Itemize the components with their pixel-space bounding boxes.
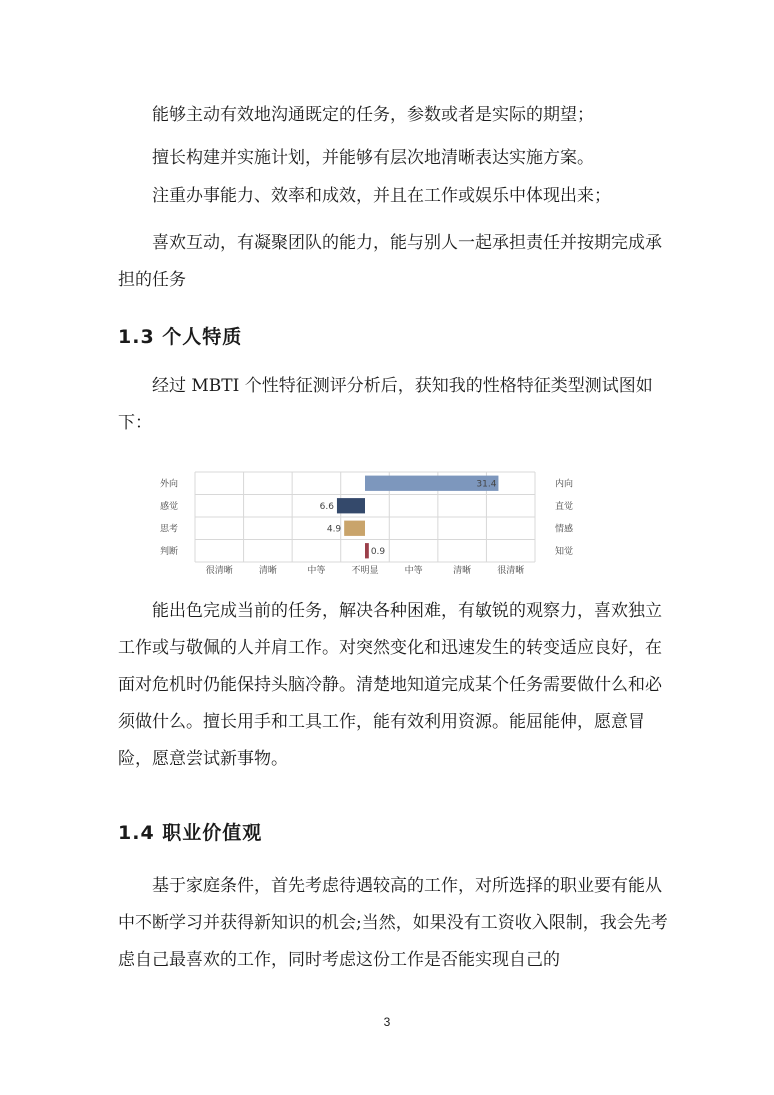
traits-description: 能出色完成当前的任务，解决各种困难，有敏锐的观察力，喜欢独立工作或与敬佩的人并肩工作。对突然变化和迅速发生的转变适应良好，在面对危机时仍能保持头脑冷静。清楚地知道完成某个任务需要做什么和必须做什么。擅长用手和工具工作，能有效利用资源。能屈能伸，愿意冒险，愿意尝试新事物。 xyxy=(118,601,662,769)
category-right-label: 情感 xyxy=(555,524,574,535)
category-left-label: 思考 xyxy=(159,524,178,535)
career-values-text: 基于家庭条件，首先考虑待遇较高的工作，对所选择的职业要有能从中不断学习并获得新知识的机会;当然，如果没有工资收入限制，我会先考虑自己最喜欢的工作，同时考虑这份工作是否能实现自己的 xyxy=(118,876,668,970)
bar xyxy=(344,521,365,536)
x-tick-label: 清晰 xyxy=(453,566,472,576)
line-4: 喜欢互动，有凝聚团队的能力，能与别人一起承担责任并按期完成承担的任务 xyxy=(118,233,662,290)
section-heading-career-values: 1.4 职业价值观 xyxy=(118,822,263,844)
bar-value-label: 31.4 xyxy=(476,479,497,490)
category-left-label: 外向 xyxy=(159,479,178,490)
page-number: 3 xyxy=(383,1015,391,1029)
bar xyxy=(337,498,365,513)
category-left-label: 感觉 xyxy=(159,501,178,512)
line-2: 擅长构建并实施计划，并能够有层次地清晰表达实施方案。 xyxy=(152,148,594,168)
x-tick-label: 很清晰 xyxy=(205,566,233,576)
category-right-label: 内向 xyxy=(555,479,574,490)
bar-value-label: 6.6 xyxy=(319,501,334,512)
line-3: 注重办事能力、效率和成效，并且在工作或娱乐中体现出来； xyxy=(152,186,611,206)
mbti-chart xyxy=(140,466,600,578)
bar-value-label: 4.9 xyxy=(326,524,342,535)
x-tick-label: 中等 xyxy=(404,566,423,576)
category-right-label: 知觉 xyxy=(555,546,574,557)
line-1: 能够主动有效地沟通既定的任务，参数或者是实际的期望； xyxy=(152,105,594,125)
x-tick-label: 中等 xyxy=(307,566,326,576)
x-tick-label: 很清晰 xyxy=(497,566,525,576)
category-left-label: 判断 xyxy=(159,546,178,557)
x-tick-label: 不明显 xyxy=(351,566,379,576)
section-heading-personal-traits: 1.3 个人特质 xyxy=(118,326,243,348)
category-right-label: 直觉 xyxy=(555,501,574,512)
bar xyxy=(365,543,369,558)
x-tick-label: 清晰 xyxy=(258,566,277,576)
mbti-intro: 经过 MBTI 个性特征测评分析后，获知我的性格特征类型测试图如下： xyxy=(118,376,653,433)
bar-value-label: 0.9 xyxy=(370,546,386,557)
